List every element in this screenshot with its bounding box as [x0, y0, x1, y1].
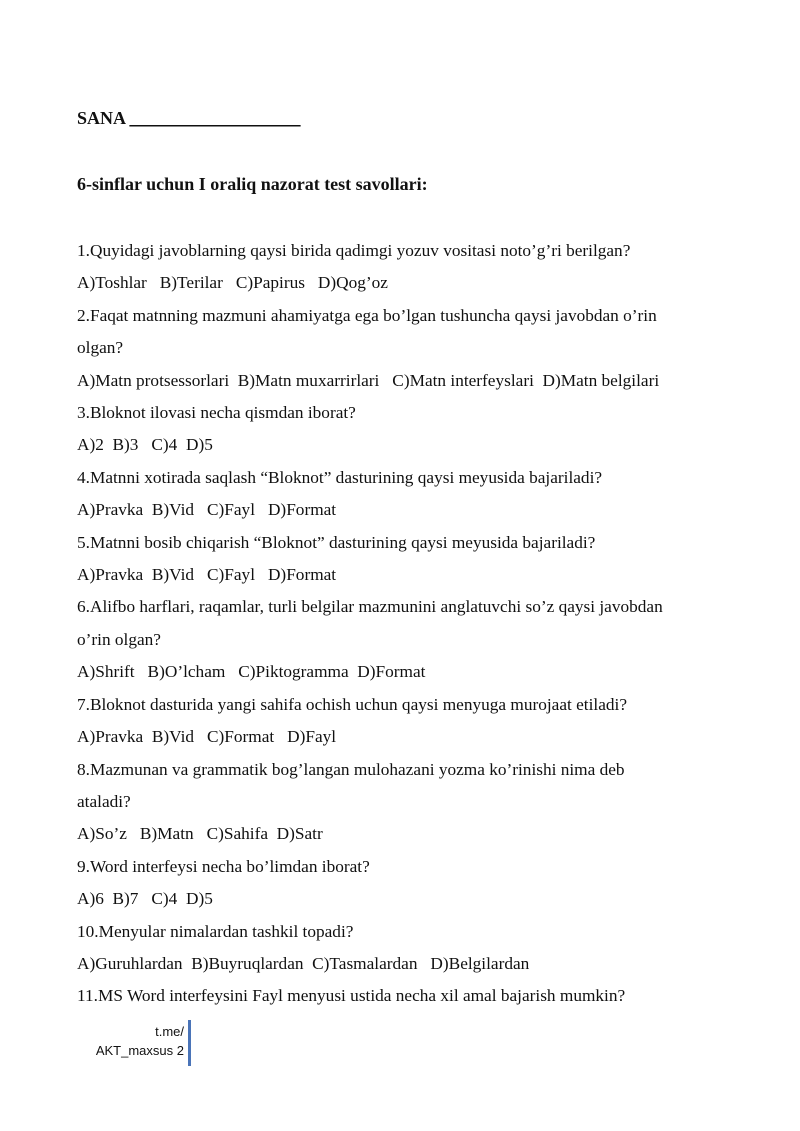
footer-accent-bar	[188, 1020, 191, 1066]
question-6: 6.Alifbo harflari, raqamlar, turli belgilar mazmunini anglatuvchi so’z qaysi javobdan	[77, 597, 663, 617]
question-3: 3.Bloknot ilovasi necha qismdan iborat?	[77, 403, 356, 423]
answers-4: A)Pravka B)Vid C)Fayl D)Format	[77, 500, 337, 520]
question-5: 5.Matnni bosib chiqarish “Bloknot” dasturining qaysi meyusida bajariladi?	[77, 532, 596, 552]
answers-10: A)Guruhlardan B)Buyruqlardan C)Tasmalardan D)Belgilardan	[77, 953, 530, 973]
answers-6: A)Shrift B)O’lcham C)Piktogramma D)Format	[77, 662, 426, 682]
question-2: 2.Faqat matnning mazmuni ahamiyatga ega bo’lgan tushuncha qaysi javobdan o’rin	[77, 305, 657, 325]
answers-5: A)Pravka B)Vid C)Fayl D)Format	[77, 565, 337, 585]
question-8-cont: ataladi?	[77, 791, 131, 811]
answers-7: A)Pravka B)Vid C)Format D)Fayl	[77, 727, 337, 747]
question-4: 4.Matnni xotirada saqlash “Bloknot” dasturining qaysi meyusida bajariladi?	[77, 467, 603, 487]
date-blank-line: ___________________	[129, 108, 301, 128]
answers-1: A)Toshlar B)Terilar C)Papirus D)Qog’oz	[77, 273, 388, 293]
footer-link-line1: t.me/	[155, 1024, 184, 1039]
date-field	[77, 108, 301, 129]
answers-2: A)Matn protsessorlari B)Matn muxarrirlari C)Matn interfeyslari D)Matn belgilari	[77, 370, 660, 390]
footer-link-line2: AKT_maxsus 2	[95, 1043, 184, 1058]
question-2-cont: olgan?	[77, 338, 124, 358]
question-8: 8.Mazmunan va grammatik bog’langan mulohazani yozma ko’rinishi nima deb	[77, 759, 625, 779]
questions-list	[77, 235, 727, 1013]
answers-8: A)So’z B)Matn C)Sahifa D)Satr	[77, 824, 323, 844]
answers-3: A)2 B)3 C)4 D)5	[77, 435, 213, 455]
date-label: SANA	[77, 108, 126, 128]
question-1: 1.Quyidagi javoblarning qaysi birida qadimgi yozuv vositasi noto’g’ri berilgan?	[77, 241, 631, 260]
page-footer	[60, 1022, 184, 1060]
question-10: 10.Menyular nimalardan tashkil topadi?	[77, 921, 354, 941]
question-11: 11.MS Word interfeysini Fayl menyusi ustida necha xil amal bajarish mumkin?	[77, 986, 626, 1006]
answers-9: A)6 B)7 C)4 D)5	[77, 889, 213, 909]
test-title: 6-sinflar uchun I oraliq nazorat test savollari:	[77, 174, 428, 194]
question-7: 7.Bloknot dasturida yangi sahifa ochish uchun qaysi menyuga murojaat etiladi?	[77, 694, 627, 714]
question-6-cont: o’rin olgan?	[77, 629, 161, 649]
question-9: 9.Word interfeysi necha bo’limdan iborat?	[77, 856, 370, 876]
